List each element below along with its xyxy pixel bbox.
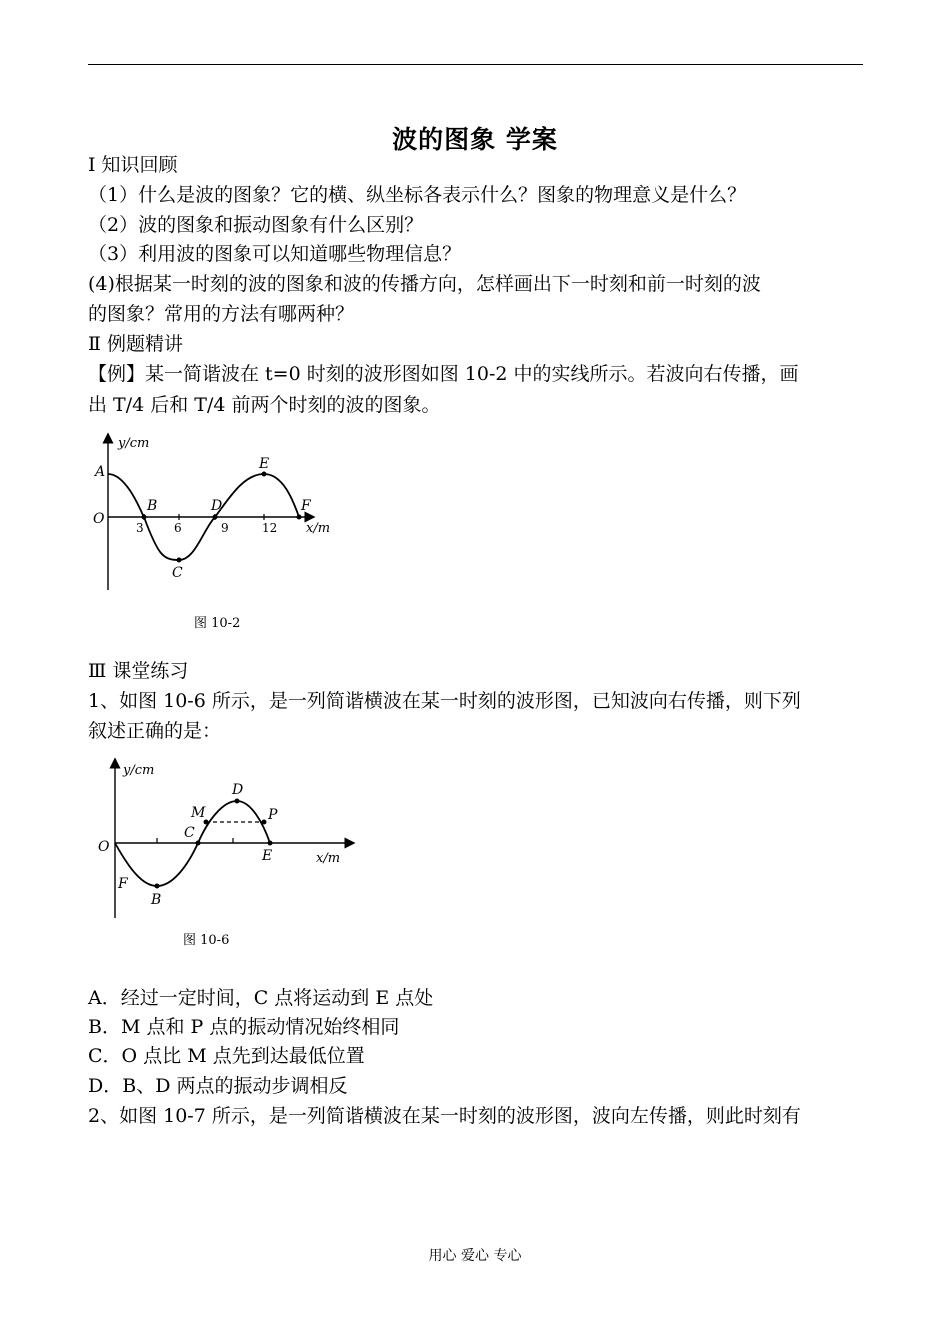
review-question-1: （1）什么是波的图象？它的横、纵坐标各表示什么？图象的物理意义是什么？ — [88, 184, 747, 206]
section-heading-review: Ⅰ 知识回顾 — [88, 154, 178, 176]
section-heading-example: Ⅱ 例题精讲 — [88, 333, 183, 355]
fig1-point-e-label: E — [259, 456, 270, 472]
page-title: 波的图象 学案 — [392, 125, 558, 154]
page-footer: 用心 爱心 专心 — [428, 1248, 522, 1264]
fig2-point-d-label: D — [232, 782, 244, 798]
fig2-point-p-label: P — [268, 807, 278, 823]
fig1-point-d-label: D — [211, 498, 223, 514]
figure-10-2 — [88, 430, 358, 635]
practice-question-2-line-1: 2、如图 10-7 所示，是一列简谐横波在某一时刻的波形图，波向左传播，则此时刻有 — [88, 1105, 801, 1127]
practice-question-1-line-2: 叙述正确的是： — [88, 720, 222, 742]
fig1-tick-3: 3 — [136, 521, 144, 535]
fig1-tick-9: 9 — [221, 521, 229, 535]
fig2-point-c-label: C — [184, 825, 195, 841]
figure-10-6 — [88, 755, 358, 955]
fig2-origin-label: O — [98, 839, 110, 855]
option-d: D．B、D 两点的振动步调相反 — [88, 1075, 348, 1097]
fig1-y-label: y/cm — [118, 436, 150, 451]
review-question-4-line-2: 的图象？常用的方法有哪两种？ — [88, 303, 355, 325]
fig2-point-f-label: F — [118, 876, 128, 892]
fig1-caption: 图 10-2 — [194, 616, 241, 631]
section-heading-practice: Ⅲ 课堂练习 — [88, 660, 189, 682]
fig1-origin-label: O — [93, 511, 105, 527]
fig2-point-e-label: E — [262, 848, 273, 864]
review-question-2: （2）波的图象和振动图象有什么区别？ — [88, 214, 424, 236]
option-c: C．O 点比 M 点先到达最低位置 — [88, 1045, 365, 1067]
fig1-tick-12: 12 — [262, 521, 278, 535]
fig1-x-label: x/m — [306, 521, 331, 536]
header-rule — [88, 64, 863, 65]
example-line-1: 【例】某一简谐波在 t=0 时刻的波形图如图 10-2 中的实线所示。若波向右传播，画 — [88, 363, 799, 385]
review-question-4-line-1: (4)根据某一时刻的波的图象和波的传播方向，怎样画出下一时刻和前一时刻的波 — [88, 273, 761, 295]
practice-question-1-line-1: 1、如图 10-6 所示，是一列简谐横波在某一时刻的波形图，已知波向右传播，则下列 — [88, 690, 801, 712]
fig2-caption: 图 10-6 — [183, 933, 230, 948]
option-a: A．经过一定时间，C 点将运动到 E 点处 — [88, 987, 434, 1009]
fig1-point-f-label: F — [301, 498, 311, 514]
review-question-3: （3）利用波的图象可以知道哪些物理信息？ — [88, 243, 462, 265]
fig1-tick-6: 6 — [174, 521, 182, 535]
fig1-point-c-label: C — [172, 565, 183, 581]
fig1-point-a-label: A — [95, 464, 106, 480]
fig2-point-m-label: M — [191, 805, 206, 821]
fig2-point-b-label: B — [151, 892, 162, 908]
fig1-point-b-label: B — [147, 498, 158, 514]
option-b: B．M 点和 P 点的振动情况始终相同 — [88, 1016, 400, 1038]
example-line-2: 出 T/4 后和 T/4 前两个时刻的波的图象。 — [88, 394, 441, 416]
fig2-y-label: y/cm — [123, 763, 155, 778]
fig2-x-label: x/m — [316, 851, 341, 866]
